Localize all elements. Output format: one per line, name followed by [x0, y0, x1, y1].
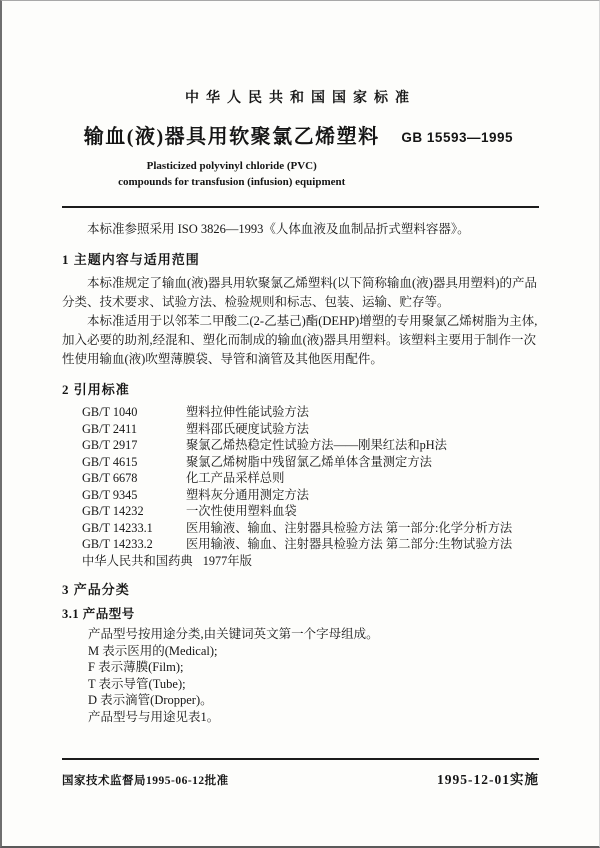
reference-code: GB/T 14233.2 [82, 537, 153, 551]
title-block [62, 125, 401, 190]
reference-item [82, 470, 539, 487]
reference-code: GB/T 6678 [82, 471, 138, 485]
product-type-line: F 表示薄膜(Film); [88, 660, 184, 674]
reference-item [82, 553, 539, 570]
footer-row [62, 768, 539, 788]
reference-item [82, 404, 539, 421]
document-body [62, 220, 539, 725]
reference-code: GB/T 14233.1 [82, 520, 153, 535]
reference-title: 聚氯乙烯热稳定性试验方法——刚果红法和pH法 [186, 438, 447, 452]
section3-heading: 3 产品分类 [62, 582, 130, 597]
section1-paragraph2: 本标准适用于以邻苯二甲酸二(2-乙基己)酯(DEHP)增塑的专用聚氯乙烯树脂为主体,加入必要的助剂,经混和、塑化而制成的输血(液)器具用塑料。该塑料主要用于制作一次性使用输血(液)吹塑薄膜袋、导管和滴管及其他医用配件。 [62, 314, 538, 366]
reference-item [82, 421, 539, 438]
reference-code: GB/T 14232 [82, 504, 144, 518]
header-rule [62, 206, 539, 208]
reference-title: 1977年版 [202, 553, 252, 568]
reference-code: GB/T 2411 [82, 421, 137, 436]
reference-title: 塑料邵氏硬度试验方法 [186, 421, 309, 436]
product-type-line: 产品型号按用途分类,由关键词英文第一个字母组成。 [88, 627, 379, 641]
document-footer [62, 758, 539, 788]
reference-code: GB/T 4615 [82, 454, 138, 469]
reference-item [82, 520, 539, 537]
reference-code: GB/T 2917 [82, 438, 138, 452]
reference-title: 塑料拉伸性能试验方法 [186, 405, 309, 419]
reference-code: 中华人民共和国药典 [82, 553, 193, 568]
reference-code: GB/T 1040 [82, 405, 138, 419]
reference-item [82, 437, 539, 454]
product-type-list [62, 626, 539, 725]
document-header [62, 87, 539, 190]
reference-title: 医用输液、输血、注射器具检验方法 第二部分:生物试验方法 [186, 537, 513, 551]
section3-sub-heading: 3.1 产品型号 [62, 607, 135, 621]
standard-number: GB 15593—1995 [401, 130, 513, 145]
reference-code: GB/T 9345 [82, 487, 138, 502]
footer-rule [62, 758, 539, 760]
document-title: 输血(液)器具用软聚氯乙烯塑料 [83, 126, 380, 148]
product-type-line: M 表示医用的(Medical); [88, 643, 218, 658]
reference-item [82, 454, 539, 471]
product-type-line: D 表示滴管(Dropper)。 [88, 693, 213, 707]
reference-list [62, 404, 539, 569]
reference-item [82, 503, 539, 520]
reference-title: 医用输液、输血、注射器具检验方法 第一部分:化学分析方法 [186, 520, 513, 535]
reference-title: 聚氯乙烯树脂中残留氯乙烯单体含量测定方法 [186, 454, 432, 469]
implementation-date: 1995-12-01实施 [437, 772, 539, 787]
reference-item [82, 536, 539, 553]
approval-info: 国家技术监督局1995-06-12批准 [62, 775, 229, 787]
product-type-line: T 表示导管(Tube); [88, 676, 186, 691]
reference-title: 化工产品采样总则 [186, 471, 285, 485]
product-type-line: 产品型号与用途见表1。 [88, 709, 220, 724]
reference-title: 塑料灰分通用测定方法 [186, 487, 309, 502]
english-title-line1: Plasticized polyvinyl chloride (PVC) [146, 160, 317, 172]
title-row [62, 125, 539, 190]
section1-paragraph1: 本标准规定了输血(液)器具用软聚氯乙烯塑料(以下简称输血(液)器具用塑料)的产品分类、技术要求、试验方法、检验规则和标志、包装、运输、贮存等。 [62, 276, 537, 309]
intro-paragraph: 本标准参照采用 ISO 3826—1993《人体血液及血制品折式塑料容器》。 [87, 222, 470, 236]
standard-label: 中华人民共和国国家标准 [185, 91, 416, 106]
reference-item [82, 487, 539, 504]
english-title-line2: compounds for transfusion (infusion) equipment [118, 176, 346, 188]
reference-title: 一次性使用塑料血袋 [186, 504, 297, 518]
section2-heading: 2 引用标准 [62, 382, 130, 397]
section1-heading: 1 主题内容与适用范围 [62, 252, 200, 267]
